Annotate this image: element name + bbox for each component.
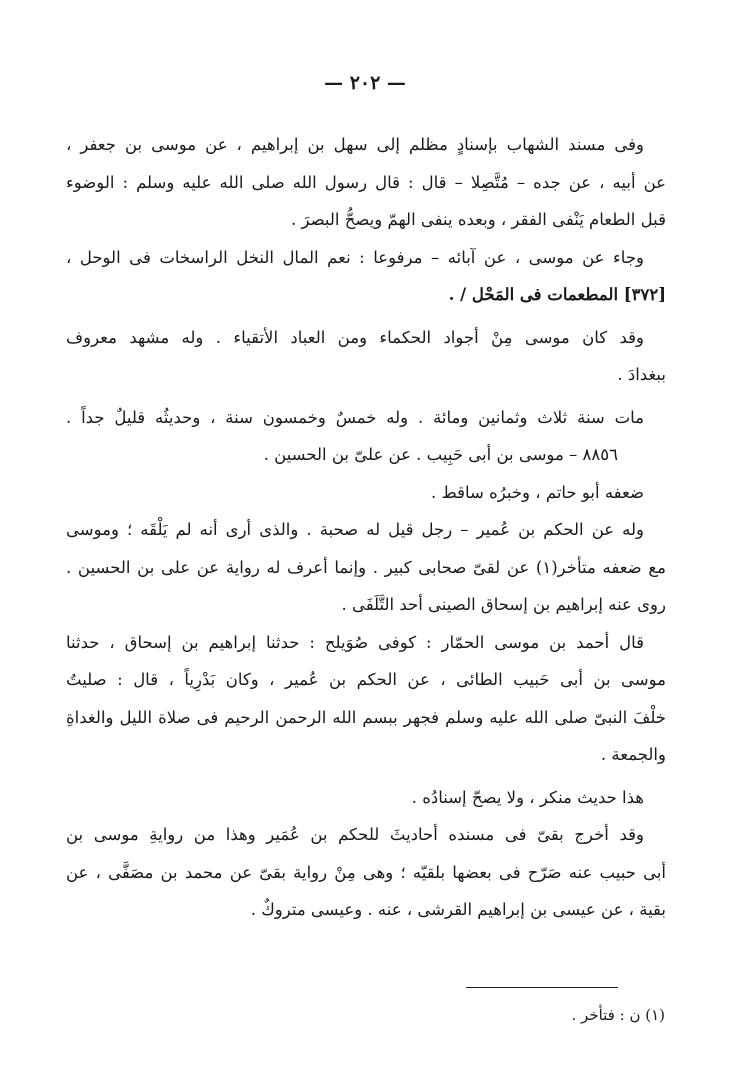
text-line: وفى مسند الشهاب بإسنادٍ مظلم إلى سهل بن إبراهيم ، عن موسى بن جعفر ،	[66, 135, 644, 154]
text-line: بقية ، عن عيسى بن إبراهيم القرشى ، عنه . وعيسى متروكٌ .	[250, 900, 666, 919]
text-line: وجاء عن موسى ، عن آبائه – مرفوعا : نعم المال النخل الراسخات فى الوحل ،	[66, 247, 644, 267]
text-body	[66, 126, 666, 929]
footnote: (١) ن : فتأخر .	[571, 1006, 665, 1024]
text-line: وقد كان موسى مِنْ أجواد الحكماء ومن العباد الأتقياء . وله مشهد معروف	[66, 327, 644, 347]
entry-heading: ٨٨٥٦ – موسى بن أبى حَبِيب . عن علىّ بن الحسين .	[263, 445, 618, 464]
text-line: [٣٧٢] المطعمات فى المَحْل / .	[448, 285, 666, 304]
text-line: هذا حديث منكر ، ولا يصحّ إسنادُه .	[411, 787, 644, 807]
text-line: وقد أخرج بقىّ فى مسنده أحاديثَ للحكم بن عُمَير وهذا من روايةِ موسى بن	[66, 825, 644, 844]
text-line: روى عنه إبراهيم بن إسحاق الصينى أحد التَّلَفَى .	[341, 595, 666, 614]
text-line: وله عن الحكم بن عُمير – رجل قيل له صحبة . والذى أرى أنه لم يَلْقَه ؛ وموسى	[66, 520, 644, 539]
text-line: والجمعة .	[600, 745, 666, 764]
page-number: — ٢٠٢ —	[324, 72, 406, 94]
text-line: ببغدادَ .	[617, 365, 666, 384]
text-line: خلْفَ النبىّ صلى الله عليه وسلم فجهر ببسم الله الرحمن الرحيم فى صلاة الليل والغداةِ	[66, 707, 666, 727]
footnote-divider	[466, 987, 618, 988]
text-line: قبل الطعام يَنْفى الفقر ، وبعده ينفى الهمّ ويصحُّ البصرَ .	[290, 210, 666, 229]
text-line: أبى حبيب عنه صَرّح فى بعضها بلقيّه ؛ وهى مِنْ رواية بقىّ عن محمد بن مصَفَّى ، عن	[66, 862, 666, 882]
text-line: قال أحمد بن موسى الحمّار : كوفى صُوَيلح : حدثنا إبراهيم بن إسحاق ، حدثنا	[66, 632, 644, 652]
text-line: مع ضعفه متأخر(١) عن لقىّ صحابى كبير . وإنما أعرف له رواية عن على بن الحسين .	[66, 557, 666, 577]
text-line: موسى بن أبى حَبيب الطائى ، عن الحكم بن عُمير ، وكان بَدْرِياً ، قال : صليتُ	[66, 670, 666, 689]
text-line: عن أبيه ، عن جده – مُتَّصِلا – قال : قال رسول الله صلى الله عليه وسلم : الوضوء	[66, 172, 666, 192]
text-line: ضعفه أبو حاتم ، وخبرُه ساقط .	[430, 482, 644, 502]
text-line: مات سنة ثلاث وثمانين ومائة . وله خمسٌ وخمسون سنة ، وحديثُه قليلٌ جداً .	[66, 407, 644, 427]
